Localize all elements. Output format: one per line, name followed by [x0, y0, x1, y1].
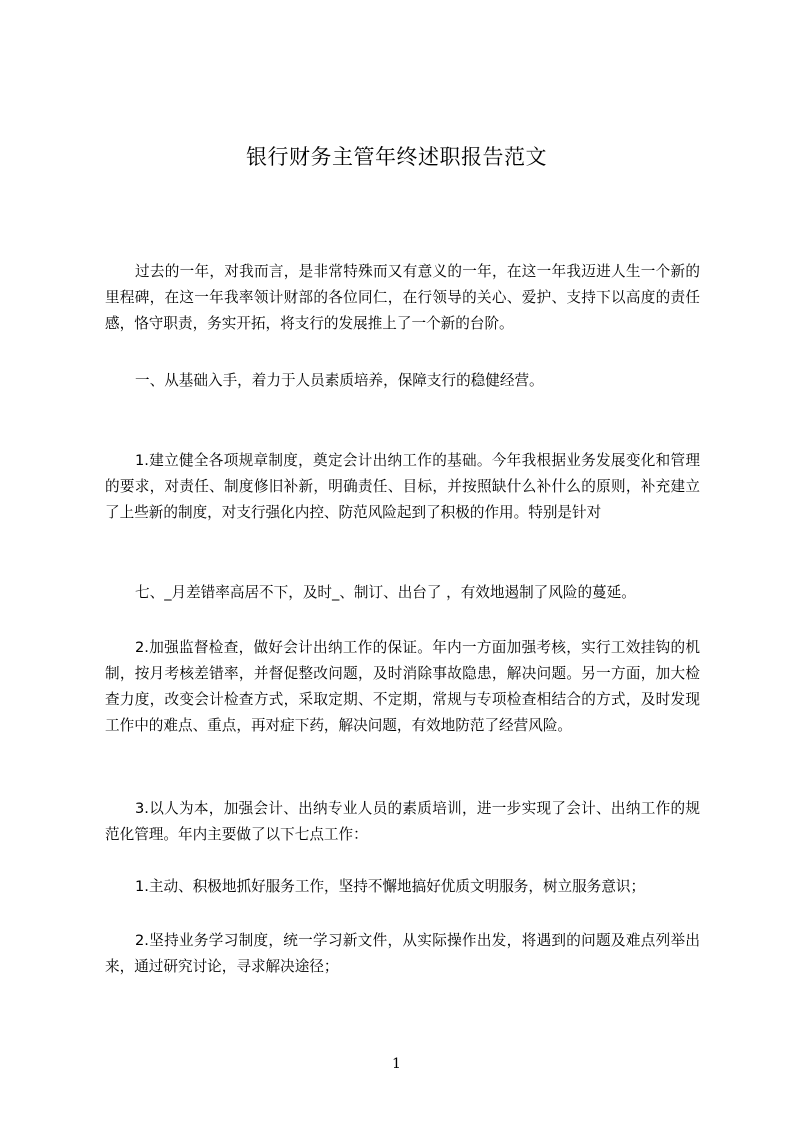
page-title: 银行财务主管年终述职报告范文	[246, 145, 547, 169]
paragraph-intro: 过去的一年，对我而言，是非常特殊而又有意义的一年，在这一年我迈进人生一个新的里程碑，在这一年我率领计财部的各位同仁，在行领导的关心、爱护、支持下以高度的责任感，恪守职责，务实开拓，将支行的发展推上了一个新的台阶。	[105, 263, 700, 332]
paragraph-item-1: 1.建立健全各项规章制度，奠定会计出纳工作的基础。今年我根据业务发展变化和管理的要求，对责任、制度修旧补新，明确责任、目标，并按照缺什么补什么的原则，补充建立了上些新的制度，对支行强化内控、防范风险起到了积极的作用。特别是针对	[105, 452, 700, 521]
paragraph-subitem-1: 1.主动、积极地抓好服务工作，坚持不懈地搞好优质文明服务，树立服务意识；	[135, 878, 646, 895]
paragraph-item-2: 2.加强监督检查，做好会计出纳工作的保证。年内一方面加强考核，实行工效挂钩的机制，按月考核差错率，并督促整改问题，及时消除事故隐患，解决问题。另一方面，加大检查力度，改变会计检查方式，采取定期、不定期，常规与专项检查相结合的方式，及时发现工作中的难点、重点，再对症下药，解决问题，有效地防范了经营风险。	[105, 639, 700, 734]
page-number: 1	[392, 1056, 401, 1072]
paragraph-section-seven: 七、_月差错率高居不下，及时_、制订、出台了 ，有效地遏制了风险的蔓延。	[135, 584, 636, 601]
section-heading-one: 一、从基础入手，着力于人员素质培养，保障支行的稳健经营。	[135, 372, 544, 389]
paragraph-subitem-2: 2.坚持业务学习制度，统一学习新文件，从实际操作出发，将遇到的问题及难点列举出来，通过研究讨论，寻求解决途径；	[105, 932, 700, 975]
paragraph-item-3: 3.以人为本，加强会计、出纳专业人员的素质培训，进一步实现了会计、出纳工作的规范化管理。年内主要做了以下七点工作：	[105, 800, 700, 843]
